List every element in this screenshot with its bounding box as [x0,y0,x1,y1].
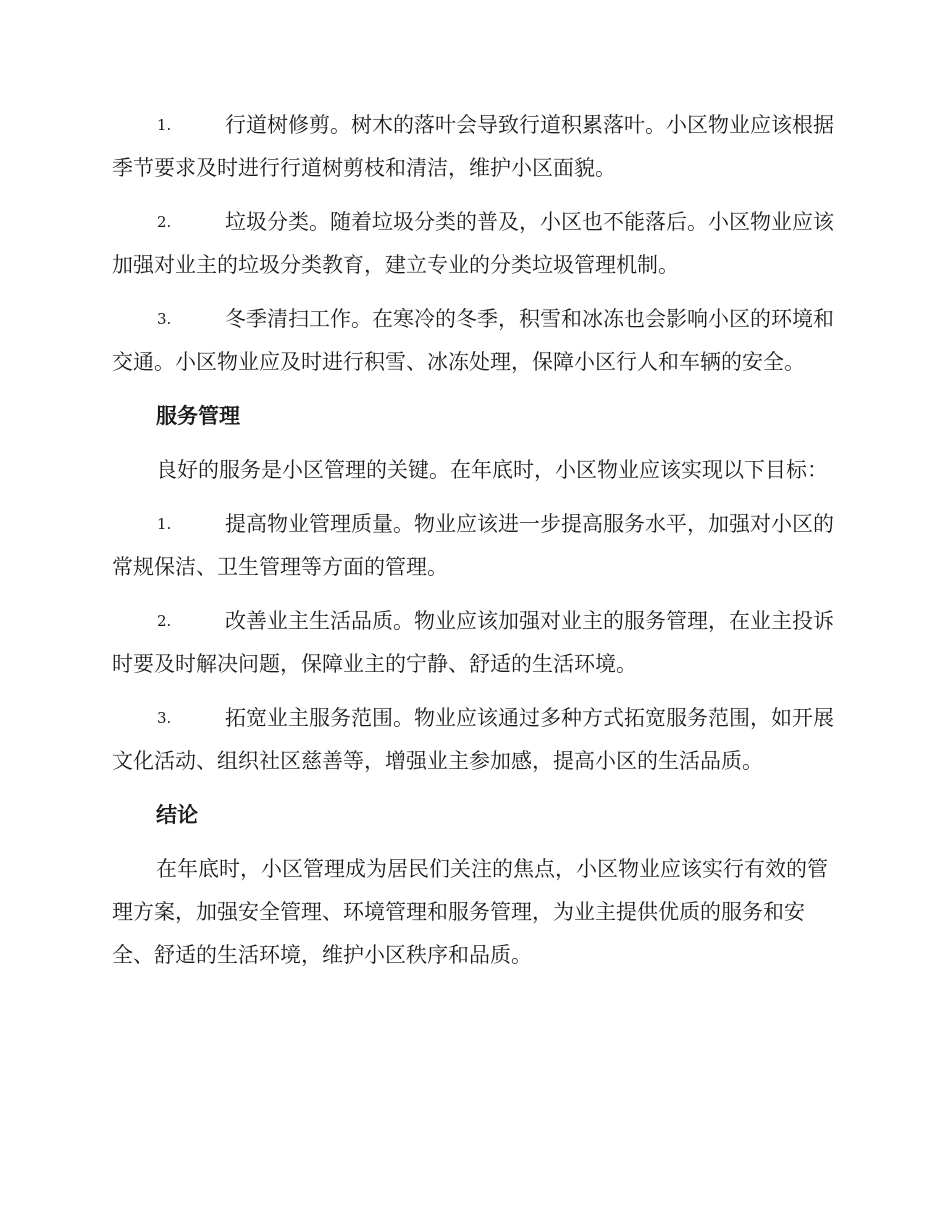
env-list-item-1 [112,104,834,190]
service-list-item-2 [112,600,834,686]
conclusion-heading: 结论 [156,803,198,827]
list-item-text: 改善业主生活品质。物业应该加强对业主的服务管理，在业主投诉时要及时解决问题，保障业主的宁静、舒适的生活环境。 [112,609,834,676]
list-number: 1. [157,116,172,134]
conclusion-text: 在年底时，小区管理成为居民们关注的焦点，小区物业应该实行有效的管理方案，加强安全管理、环境管理和服务管理，为业主提供优质的服务和安全、舒适的生活环境，维护小区秩序和品质。 [112,857,828,967]
list-number: 2. [157,213,172,231]
list-number: 2. [157,612,172,630]
env-list-item-2 [112,201,834,287]
list-item-text: 行道树修剪。树木的落叶会导致行道积累落叶。小区物业应该根据季节要求及时进行行道树剪枝和清洁，维护小区面貌。 [112,113,834,180]
list-item-text: 拓宽业主服务范围。物业应该通过多种方式拓宽服务范围，如开展文化活动、组织社区慈善等，增强业主参加感，提高小区的生活品质。 [112,706,834,773]
list-number: 1. [157,515,172,533]
list-item-text: 垃圾分类。随着垃圾分类的普及，小区也不能落后。小区物业应该加强对业主的垃圾分类教育，建立专业的分类垃圾管理机制。 [112,210,834,277]
list-item-text: 提高物业管理质量。物业应该进一步提高服务水平，加强对小区的常规保洁、卫生管理等方面的管理。 [112,512,834,579]
list-item-text: 冬季清扫工作。在寒冷的冬季，积雪和冰冻也会影响小区的环境和交通。小区物业应及时进行积雪、冰冻处理，保障小区行人和车辆的安全。 [112,307,834,374]
service-heading: 服务管理 [156,404,240,428]
service-intro: 良好的服务是小区管理的关键。在年底时，小区物业应该实现以下目标： [156,458,828,482]
env-list-item-3 [112,298,834,384]
service-list-item-3 [112,697,834,783]
list-number: 3. [157,709,172,727]
list-number: 3. [157,310,172,328]
document-page [112,104,834,988]
service-list-item-1 [112,503,834,589]
